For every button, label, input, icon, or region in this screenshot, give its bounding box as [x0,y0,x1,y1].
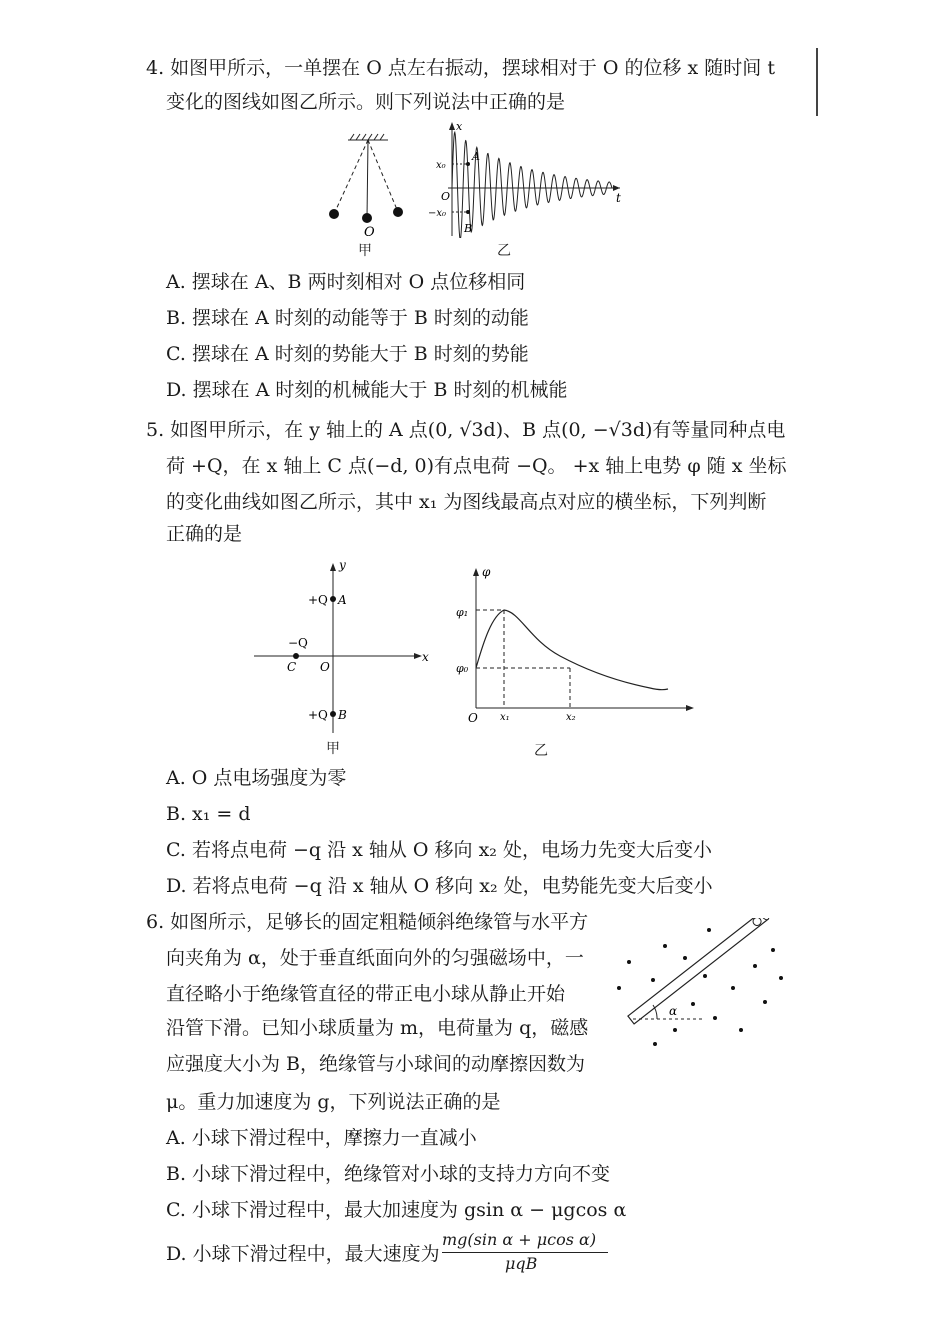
label-C: C [287,660,297,674]
q4-caption-yi: 乙 [497,243,511,259]
q5-stem-line3: 的变化曲线如图乙所示，其中 x₁ 为图线最高点对应的横坐标，下列判断 [166,491,767,513]
charge-B [330,711,336,717]
q6-option-d-numerator: mg(sin α + μcos α) [442,1230,597,1249]
label-x: x [456,120,463,133]
label-plusQ-A: +Q [308,593,328,607]
bob-right [393,207,403,217]
label-phi0: φ₀ [456,662,469,675]
label-y: y [339,558,346,572]
q5-stem-line4: 正确的是 [166,523,243,545]
q5-option-b: B. x₁ = d [166,803,251,825]
charge-C [293,653,299,659]
q4-xt-graph [420,118,630,238]
point-A [466,162,470,166]
label-t: t [616,191,621,205]
q6-option-c: C. 小球下滑过程中，最大加速度为 gsin α − μgcos α [166,1199,627,1221]
q5-option-a: A. O 点电场强度为零 [166,767,347,789]
potential-curve [476,610,668,690]
q5-stem-line1: 5. 如图甲所示，在 y 轴上的 A 点(0, √3d)、B 点(0, −√3d)有等量同种点电 [146,419,786,441]
label-alpha: α [669,1004,678,1018]
q5-option-c: C. 若将点电荷 −q 沿 x 轴从 O 移向 x₂ 处，电场力先变大后变小 [166,839,712,861]
q6-stem-line2: 向夹角为 α，处于垂直纸面向外的匀强磁场中，一 [166,947,584,969]
label-phi1: φ₁ [456,606,469,619]
label-minusQ: −Q [288,636,308,650]
bob-left [329,209,339,219]
q6-option-d-denominator: μqB [505,1254,538,1273]
q4-stem-line1: 4. 如图甲所示，一单摆在 O 点左右振动，摆球相对于 O 的位移 x 随时间 t [146,57,775,79]
q6-stem-line1: 6. 如图所示，足够长的固定粗糙倾斜绝缘管与水平方 [146,911,589,933]
label-B: B [338,708,347,722]
q4-option-d: D. 摆球在 A 时刻的机械能大于 B 时刻的机械能 [166,379,568,401]
point-B [466,210,470,214]
q4-option-c: C. 摆球在 A 时刻的势能大于 B 时刻的势能 [166,343,529,365]
q6-option-b: B. 小球下滑过程中，绝缘管对小球的支持力方向不变 [166,1163,611,1185]
q5-potential-graph [450,560,700,730]
q6-option-d-prefix: D. 小球下滑过程中，最大速度为 [166,1243,440,1265]
label-O: O [320,660,330,674]
label-O: O [364,225,375,240]
pendulum-string-right [368,140,398,212]
label-neg-x0: −x₀ [428,208,447,219]
q4-caption-jia: 甲 [358,243,372,259]
q5-option-d: D. 若将点电荷 −q 沿 x 轴从 O 移向 x₂ 处，电势能先变大后变小 [166,875,713,897]
q5-caption-jia: 甲 [326,741,340,757]
label-x0: x₀ [436,160,446,171]
q6-stem-line4: 沿管下滑。已知小球质量为 m，电荷量为 q，磁感 [166,1017,589,1039]
charge-A [330,596,336,602]
insulating-tube [628,918,770,1024]
label-plusQ-B: +Q [308,708,328,722]
q5-caption-yi: 乙 [534,743,548,759]
label-B: B [464,222,473,235]
label-phi: φ [482,565,491,579]
label-x: x [422,650,429,664]
damped-oscillation-curve [452,132,612,238]
q4-option-a: A. 摆球在 A、B 两时刻相对 O 点位移相同 [166,271,526,293]
label-x2: x₂ [566,712,576,723]
q6-stem-line3: 直径略小于绝缘管直径的带正电小球从静止开始 [166,983,566,1005]
fraction-bar [442,1252,608,1253]
q6-stem-line6: μ。重力加速度为 g，下列说法正确的是 [166,1091,501,1113]
ceiling-hatch [348,134,388,140]
page-edge-mark [816,48,818,116]
label-O: O [468,711,478,725]
pendulum-string-left [334,140,368,214]
q6-option-a: A. 小球下滑过程中，摩擦力一直减小 [166,1127,477,1149]
label-A: A [338,593,347,607]
label-O: O [441,190,451,203]
q4-option-b: B. 摆球在 A 时刻的动能等于 B 时刻的动能 [166,307,529,329]
q4-pendulum-figure [320,128,420,258]
q6-stem-line5: 应强度大小为 B，绝缘管与小球间的动摩擦因数为 [166,1053,586,1075]
q5-charge-figure [250,555,440,735]
magnetic-field-dots [617,928,783,1046]
q4-stem-line2: 变化的图线如图乙所示。则下列说法中正确的是 [166,91,566,113]
q5-stem-line2: 荷 +Q，在 x 轴上 C 点(−d, 0)有点电荷 −Q。 +x 轴上电势 φ 随 x 坐标 [166,455,787,477]
q6-incline-figure [605,918,795,1053]
pendulum-string-center [367,140,368,218]
label-A: A [472,150,480,163]
label-x1: x₁ [500,712,510,723]
bob-center [362,213,372,223]
